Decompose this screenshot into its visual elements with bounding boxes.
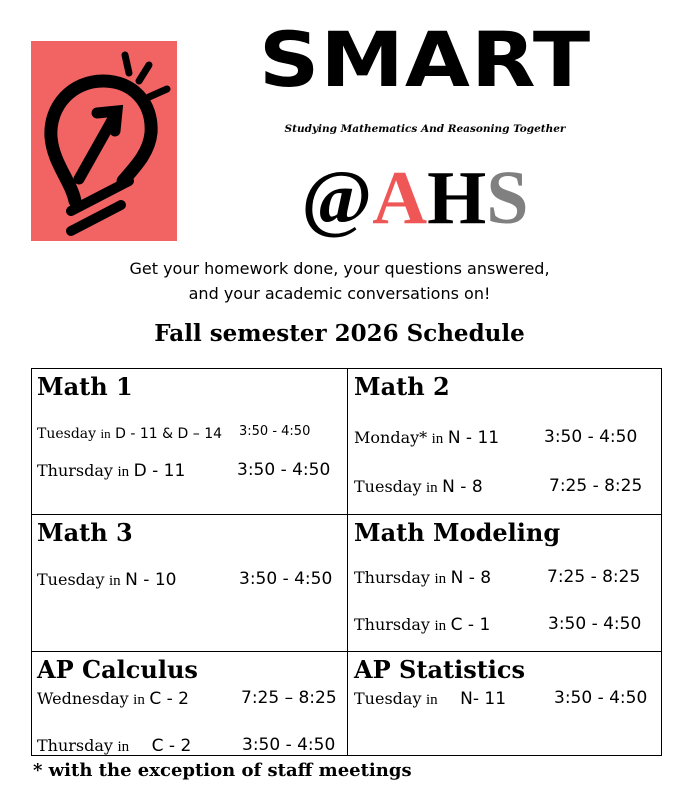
course-ap-calculus: AP Calculus xyxy=(37,655,198,684)
session-math-1-1 xyxy=(37,422,222,443)
session-day: Thursday xyxy=(354,615,430,634)
session-room: N - 10 xyxy=(125,570,177,590)
course-math-modeling: Math Modeling xyxy=(354,518,561,547)
session-time: 7:25 – 8:25 xyxy=(241,688,337,708)
session-math-1-2 xyxy=(37,460,185,481)
session-room: N - 8 xyxy=(450,568,492,588)
ahs-logo xyxy=(290,156,540,240)
session-in: in xyxy=(431,431,444,447)
session-time: 3:50 - 4:50 xyxy=(548,614,642,634)
session-day: Monday* xyxy=(354,428,428,447)
ahs-s: S xyxy=(486,156,529,240)
session-day: Thursday xyxy=(37,461,113,480)
table-divider-row-1 xyxy=(31,514,662,515)
session-room: C - 1 xyxy=(450,615,491,635)
session-in: in xyxy=(425,480,438,496)
session-day: Tuesday xyxy=(354,477,422,496)
session-room: N - 11 xyxy=(447,428,500,448)
session-time: 3:50 - 4:50 xyxy=(237,460,331,480)
footnote: * with the exception of staff meetings xyxy=(33,760,412,781)
session-math-modeling-2 xyxy=(354,614,490,635)
course-math-2: Math 2 xyxy=(354,372,450,401)
session-in: in xyxy=(425,692,438,708)
course-ap-statistics: AP Statistics xyxy=(354,655,526,684)
table-divider-vertical xyxy=(347,368,348,756)
session-room: D - 11 & D – 14 xyxy=(115,426,223,442)
session-day: Tuesday xyxy=(354,689,422,708)
session-time: 3:50 - 4:50 xyxy=(554,688,648,708)
session-ap-calculus-1 xyxy=(37,688,189,709)
session-day: Tuesday xyxy=(37,570,105,589)
session-day: Wednesday xyxy=(37,689,129,708)
table-divider-row-2 xyxy=(31,651,662,652)
tagline xyxy=(0,256,679,306)
session-time: 3:50 - 4:50 xyxy=(242,735,336,755)
session-room: C - 2 xyxy=(151,736,192,756)
session-in: in xyxy=(100,426,111,441)
ahs-at: @ xyxy=(301,156,373,240)
session-in: in xyxy=(117,464,130,480)
tagline-line-1: Get your homework done, your questions answered, xyxy=(129,259,550,278)
session-ap-statistics-1 xyxy=(354,688,506,709)
session-room: N - 8 xyxy=(442,477,483,497)
ahs-h: H xyxy=(427,156,487,240)
session-math-modeling-1 xyxy=(354,567,491,588)
session-time: 3:50 - 4:50 xyxy=(544,427,638,447)
session-in: in xyxy=(434,618,447,634)
course-math-1: Math 1 xyxy=(37,372,133,401)
session-room: D - 11 xyxy=(133,461,186,481)
session-time: 3:50 - 4:50 xyxy=(239,424,311,439)
session-day: Tuesday xyxy=(37,426,97,442)
session-time: 7:25 - 8:25 xyxy=(547,567,641,587)
schedule-title: Fall semester 2026 Schedule xyxy=(154,320,525,347)
session-day: Thursday xyxy=(37,736,113,755)
smart-title: SMART xyxy=(258,15,592,104)
session-math-3-1 xyxy=(37,569,176,590)
session-day: Thursday xyxy=(354,568,430,587)
session-math-2-1 xyxy=(354,427,499,448)
session-time: 7:25 - 8:25 xyxy=(549,476,643,496)
lightbulb-icon xyxy=(31,41,177,241)
course-math-3: Math 3 xyxy=(37,518,133,547)
session-in: in xyxy=(117,739,130,755)
ahs-a: A xyxy=(372,156,428,240)
session-ap-calculus-2 xyxy=(37,735,191,756)
smart-subtitle: Studying Mathematics And Reasoning Together xyxy=(284,123,566,135)
session-in: in xyxy=(108,573,121,589)
session-room: N- 11 xyxy=(460,689,507,709)
session-in: in xyxy=(434,571,447,587)
session-time: 3:50 - 4:50 xyxy=(239,569,333,589)
session-room: C - 2 xyxy=(149,689,189,709)
session-in: in xyxy=(133,692,145,708)
tagline-line-2: and your academic conversations on! xyxy=(188,284,491,303)
session-math-2-2 xyxy=(354,476,483,497)
lightbulb-logo xyxy=(31,41,177,241)
